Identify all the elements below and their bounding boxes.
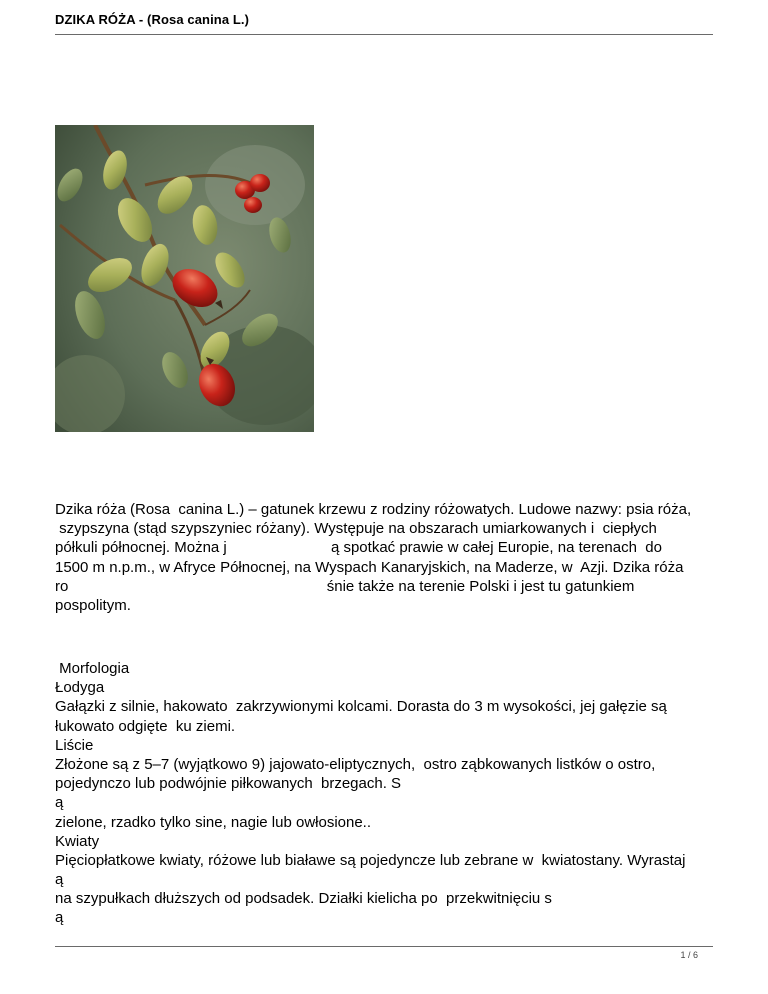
header-divider — [55, 34, 713, 35]
footer-divider — [55, 946, 713, 947]
intro-line: pospolitym. — [55, 596, 131, 614]
stem-text-line: Gałązki z silnie, hakowato zakrzywionymi kolcami. Dorasta do 3 m wysokości, jej gałęzie są — [55, 698, 667, 716]
intro-line: półkuli północnej. Można j ą spotkać prawie w całej Europie, na terenach do — [55, 539, 662, 557]
page-number: 1 / 6 — [680, 950, 698, 960]
intro-line: 1500 m n.p.m., w Afryce Północnej, na Wyspach Kanaryjskich, na Maderze, w Azji. Dzika róża — [55, 558, 684, 576]
rosehip-photo — [55, 125, 314, 432]
leaves-text-line: pojedynczo lub podwójnie piłkowanych brzegach. S — [55, 775, 402, 793]
morphology-heading: Morfologia — [55, 660, 130, 677]
subheading-stem: Łodyga — [55, 679, 105, 697]
leaves-text-line: ą — [55, 794, 64, 812]
subheading-flowers: Kwiaty — [55, 832, 100, 850]
intro-line: szypszyna (stąd szypszyniec różany). Występuje na obszarach umiarkowanych i ciepłych — [55, 520, 657, 538]
intro-paragraph — [55, 500, 735, 615]
stem-text-line: łukowato odgięte ku ziemi. — [55, 717, 236, 735]
flowers-text-line: ą — [55, 871, 64, 889]
flowers-text-line: Pięciopłatkowe kwiaty, różowe lub białawe są pojedyncze lub zebrane w kwiatostany. Wyrastaj — [55, 851, 686, 869]
intro-line: ro śnie także na terenie Polski i jest tu gatunkiem — [55, 577, 635, 595]
flowers-text-line: na szypułkach dłuższych od podsadek. Działki kielicha po przekwitnięciu s — [55, 890, 552, 908]
morphology-section — [55, 659, 735, 928]
page-header-title: DZIKA RÓŻA - (Rosa canina L.) — [55, 12, 250, 27]
intro-line: Dzika róża (Rosa canina L.) – gatunek krzewu z rodziny różowatych. Ludowe nazwy: psia róża, — [55, 501, 692, 518]
leaves-text-line: zielone, rzadko tylko sine, nagie lub owłosione.. — [55, 813, 372, 831]
subheading-leaves: Liście — [55, 736, 94, 754]
flowers-text-line: ą — [55, 909, 64, 927]
leaves-text-line: Złożone są z 5–7 (wyjątkowo 9) jajowato-eliptycznych, ostro ząbkowanych listków o ostro, — [55, 755, 656, 773]
